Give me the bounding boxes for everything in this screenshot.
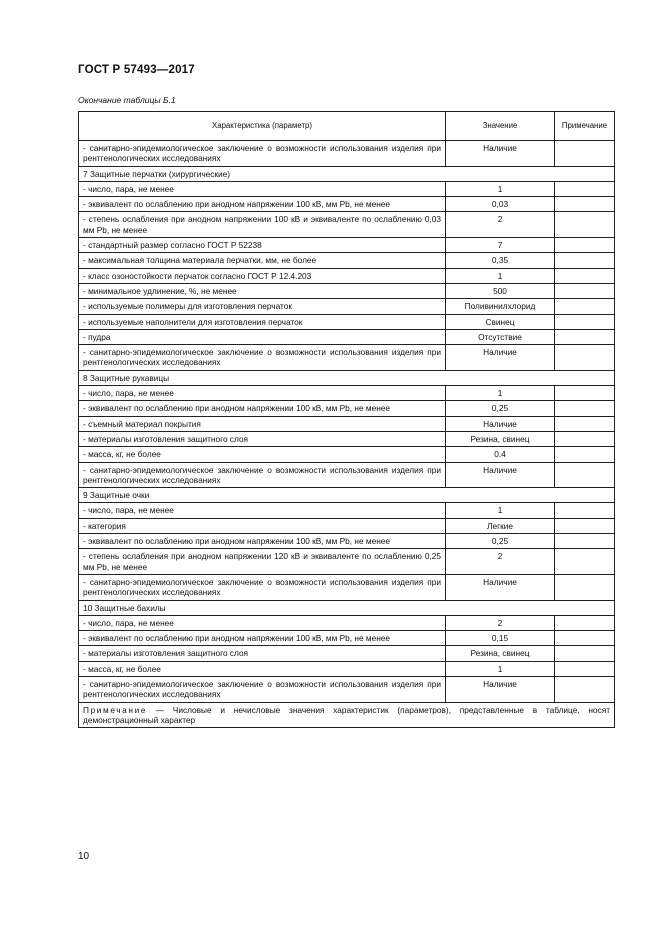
value-cell: 7 (446, 238, 555, 253)
parameter-cell: - санитарно-эпидемиологическое заключение о возможности использования изделия при рентгенологических исследованиях (79, 345, 446, 371)
table-row (79, 197, 615, 212)
parameter-cell: - санитарно-эпидемиологическое заключение о возможности использования изделия при рентгенологических исследованиях (79, 462, 446, 488)
note-cell (555, 447, 615, 462)
note-cell (555, 299, 615, 314)
table-row (79, 646, 615, 661)
value-cell: 2 (446, 212, 555, 238)
column-header-value: Значение (446, 112, 555, 141)
value-cell: Резина, свинец (446, 431, 555, 446)
page-number: 10 (78, 851, 90, 862)
table-row (79, 238, 615, 253)
table-row (79, 329, 615, 344)
table-row (79, 141, 615, 167)
value-cell: Наличие (446, 676, 555, 702)
value-cell: 0,35 (446, 253, 555, 268)
table-section-row (79, 166, 615, 181)
parameter-cell: - санитарно-эпидемиологическое заключение о возможности использования изделия при рентгенологических исследованиях (79, 676, 446, 702)
column-header-parameter: Характеристика (параметр) (79, 112, 446, 141)
table-row (79, 574, 615, 600)
table-row (79, 631, 615, 646)
value-cell: 1 (446, 661, 555, 676)
parameter-cell: - число, пара, не менее (79, 386, 446, 401)
note-cell (555, 416, 615, 431)
value-cell: Наличие (446, 574, 555, 600)
table-section-row (79, 370, 615, 385)
note-cell (555, 661, 615, 676)
parameter-cell: - съемный материал покрытия (79, 416, 446, 431)
value-cell: 0,25 (446, 401, 555, 416)
note-cell (555, 676, 615, 702)
note-cell (555, 534, 615, 549)
parameter-cell: - число, пара, не менее (79, 181, 446, 196)
note-cell (555, 329, 615, 344)
parameter-cell: - санитарно-эпидемиологическое заключение о возможности использования изделия при рентгенологических исследованиях (79, 574, 446, 600)
parameter-cell: - эквивалент по ослаблению при анодном напряжении 100 кВ, мм Pb, не менее (79, 631, 446, 646)
document-header: ГОСТ Р 57493—2017 (78, 64, 195, 76)
table-section-row (79, 600, 615, 615)
note-cell (555, 238, 615, 253)
parameter-cell: - класс озоностойкости перчаток согласно ГОСТ Р 12.4.203 (79, 268, 446, 283)
note-cell (555, 574, 615, 600)
table-row (79, 314, 615, 329)
table-row (79, 503, 615, 518)
note-cell (555, 253, 615, 268)
note-cell (555, 615, 615, 630)
table-row (79, 661, 615, 676)
note-cell (555, 283, 615, 298)
parameter-cell: - эквивалент по ослаблению при анодном напряжении 100 кВ, мм Pb, не менее (79, 534, 446, 549)
parameter-cell: - используемые полимеры для изготовления перчаток (79, 299, 446, 314)
footnote-text: — Числовые и нечисловые значения характеристик (параметров), представленные в таблице, носят демонстрационный характер (83, 704, 610, 725)
section-title: 7 Защитные перчатки (хирургические) (79, 166, 615, 181)
value-cell: 0.4 (446, 447, 555, 462)
value-cell: 2 (446, 549, 555, 575)
note-cell (555, 314, 615, 329)
parameter-cell: - степень ослабления при анодном напряжении 100 кВ и эквиваленте по ослаблению 0,03 мм Pb, не менее (79, 212, 446, 238)
parameter-cell: - максимальная толщина материала перчатки, мм, не более (79, 253, 446, 268)
parameter-cell: - степень ослабления при анодном напряжении 120 кВ и эквиваленте по ослаблению 0,25 мм Pb, не менее (79, 549, 446, 575)
value-cell: Резина, свинец (446, 646, 555, 661)
table-row (79, 345, 615, 371)
parameter-cell: - категория (79, 518, 446, 533)
table-row (79, 431, 615, 446)
parameter-cell: - минимальное удлинение, %, не менее (79, 283, 446, 298)
parameter-cell: - пудра (79, 329, 446, 344)
note-cell (555, 503, 615, 518)
value-cell: Свинец (446, 314, 555, 329)
table-row (79, 268, 615, 283)
value-cell: 0,25 (446, 534, 555, 549)
value-cell: Наличие (446, 462, 555, 488)
note-cell (555, 462, 615, 488)
table-section-row (79, 488, 615, 503)
parameter-cell: - используемые наполнители для изготовления перчаток (79, 314, 446, 329)
note-cell (555, 141, 615, 167)
table-row (79, 615, 615, 630)
note-cell (555, 646, 615, 661)
table-row (79, 676, 615, 702)
parameter-cell: - санитарно-эпидемиологическое заключение о возможности использования изделия при рентгенологических исследованиях (79, 141, 446, 167)
footnote-label: Примечание (83, 704, 148, 715)
note-cell (555, 268, 615, 283)
note-cell (555, 518, 615, 533)
value-cell: 1 (446, 386, 555, 401)
note-cell (555, 401, 615, 416)
table-row (79, 299, 615, 314)
value-cell: 500 (446, 283, 555, 298)
note-cell (555, 386, 615, 401)
table-footnote (79, 702, 615, 728)
value-cell: Легкие (446, 518, 555, 533)
note-cell (555, 431, 615, 446)
table-row (79, 386, 615, 401)
table-row (79, 518, 615, 533)
value-cell: Наличие (446, 345, 555, 371)
note-cell (555, 197, 615, 212)
parameter-cell: - эквивалент по ослаблению при анодном напряжении 100 кВ, мм Pb, не менее (79, 197, 446, 212)
note-cell (555, 345, 615, 371)
table-row (79, 401, 615, 416)
table-row (79, 549, 615, 575)
table-row (79, 462, 615, 488)
value-cell: Наличие (446, 416, 555, 431)
table-caption: Окончание таблицы Б.1 (78, 95, 176, 105)
table-row (79, 283, 615, 298)
parameter-cell: - масса, кг, не более (79, 661, 446, 676)
parameter-cell: - стандартный размер согласно ГОСТ Р 52238 (79, 238, 446, 253)
table-row (79, 181, 615, 196)
note-cell (555, 549, 615, 575)
value-cell: Отсутствие (446, 329, 555, 344)
section-title: 9 Защитные очки (79, 488, 615, 503)
parameter-cell: - эквивалент по ослаблению при анодном напряжении 100 кВ, мм Pb, не менее (79, 401, 446, 416)
note-cell (555, 181, 615, 196)
value-cell: 1 (446, 503, 555, 518)
note-cell (555, 631, 615, 646)
value-cell: 0,03 (446, 197, 555, 212)
value-cell: 1 (446, 181, 555, 196)
characteristics-table (78, 111, 615, 728)
parameter-cell: - число, пара, не менее (79, 503, 446, 518)
parameter-cell: - материалы изготовления защитного слоя (79, 431, 446, 446)
section-title: 10 Защитные бахилы (79, 600, 615, 615)
table-row (79, 447, 615, 462)
table-row (79, 416, 615, 431)
value-cell: Поливинилхлорид (446, 299, 555, 314)
table-footnote-row (79, 702, 615, 728)
table-row (79, 253, 615, 268)
value-cell: 1 (446, 268, 555, 283)
value-cell: 0,15 (446, 631, 555, 646)
table-row (79, 534, 615, 549)
table-row (79, 212, 615, 238)
value-cell: 2 (446, 615, 555, 630)
value-cell: Наличие (446, 141, 555, 167)
parameter-cell: - масса, кг, не более (79, 447, 446, 462)
column-header-note: Примечание (555, 112, 615, 141)
parameter-cell: - число, пара, не менее (79, 615, 446, 630)
section-title: 8 Защитные рукавицы (79, 370, 615, 385)
parameter-cell: - материалы изготовления защитного слоя (79, 646, 446, 661)
table-header-row (79, 112, 615, 141)
note-cell (555, 212, 615, 238)
